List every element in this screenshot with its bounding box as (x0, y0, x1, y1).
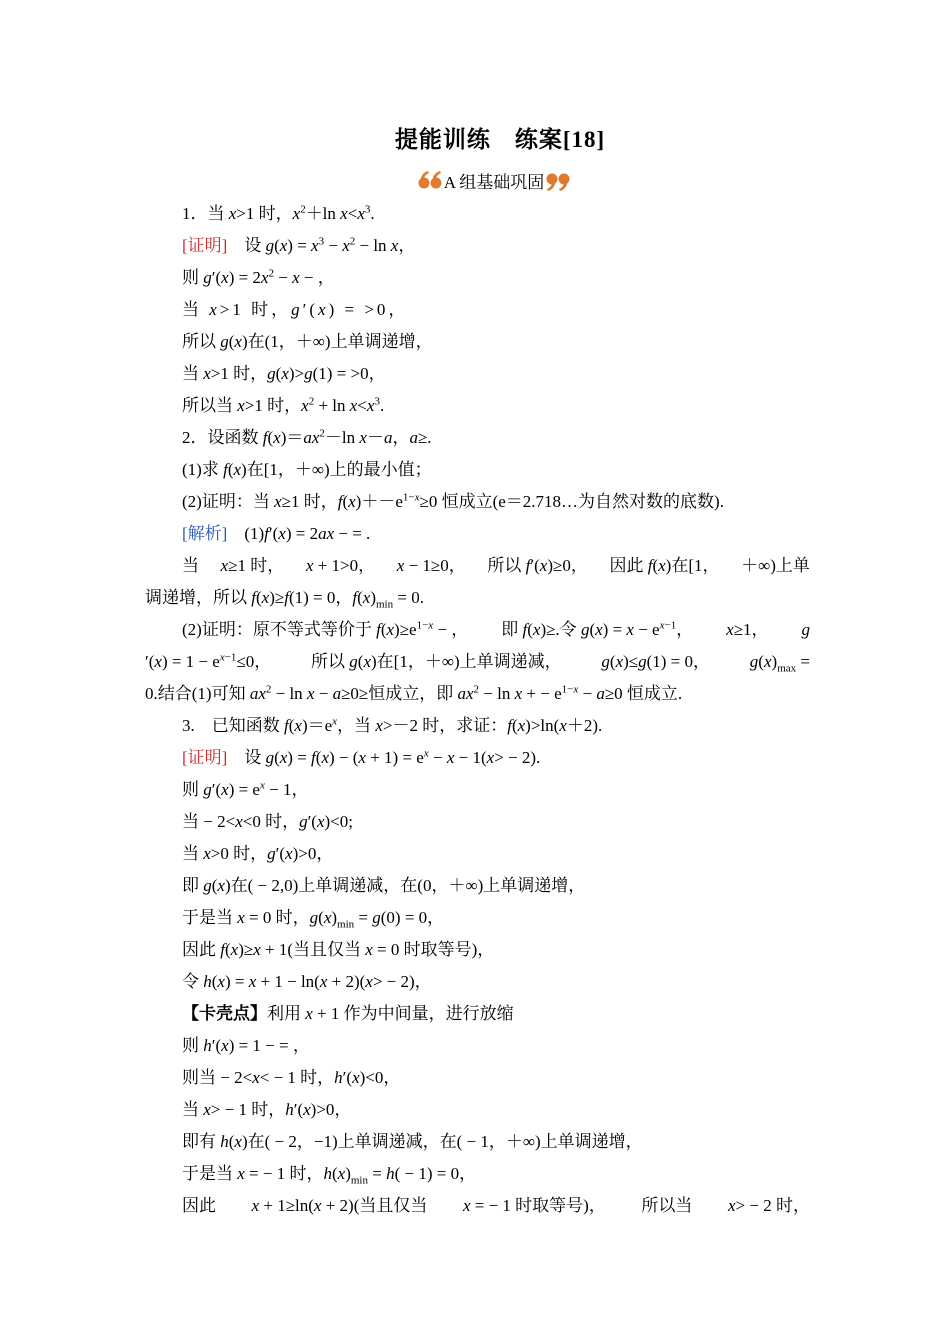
proof-3-line-3: 当 − 2<x<0 时，g′(x)<0; (182, 812, 353, 831)
stuck-point-note: 【卡壳点】利用 x + 1 作为中间量，进行放缩 (182, 1004, 514, 1023)
proof-3-line-11: 当 x> − 1 时，h′(x)>0， (182, 1100, 352, 1119)
solution-2-line-6: 0.结合(1)可知 $ax^2 - \ln x - a\ge 0\ge$恒成立，即 $ax^2 - \ln x$ + − $e^{1-x} - a\ge 0$ 恒成立. (145, 683, 683, 703)
solution-2-line-1: [解析] (1)f′(x) = 2ax − = . (182, 524, 371, 543)
proof-3-line-7: 因此 f(x)≥x + 1(当且仅当 x = 0 时取等号)， (182, 940, 495, 959)
proof-label: [证明] (182, 748, 228, 767)
proof-1-line-5: 当 x>1 时，g(x)>g(1) = >0， (182, 364, 386, 383)
open-quote-icon (418, 170, 444, 192)
proof-3-line-8: 令 h(x) = x + 1 − ln(x + 2)(x> − 2)， (182, 972, 432, 991)
proof-3-line-10: 则当 − 2<x< − 1 时，h′(x)<0， (182, 1068, 401, 1087)
close-quote-icon (544, 170, 570, 192)
section-heading (0, 168, 950, 193)
stuck-point-label: 【卡壳点】 (182, 1004, 267, 1023)
solution-2-line-2: 当 x≥1 时， x + 1>0， x − 1≥0， 所以 f′(x)≥0， 因此 f(x)在[1， ＋∞)上单 (182, 556, 810, 575)
proof-1-line-2: 则 $g'(x) = 2x^2 - x$ − ， (182, 267, 335, 287)
problem-2-part-2: (2)证明：当 x≥1 时，$f(x)+-e^{1-x}\ge 0$ 恒成立(e＝2.718…为自然对数的底数). (182, 491, 724, 511)
proof-3-line-4: 当 x>0 时，g′(x)>0， (182, 844, 334, 863)
section-title: A 组基础巩固 (443, 173, 545, 192)
proof-1-line-6: 所以当 x>1 时，$x^2 + \ln x<x^3$. (182, 395, 385, 415)
problem-3-statement: 3. 已知函数 $f(x)=e^x$，当 x>－2 时，求证：f(x)>ln(x＋2). (182, 715, 603, 735)
proof-1-line-4: 所以 g(x)在(1，＋∞)上单调递增， (182, 332, 433, 351)
page-title: 提能训练 练案[18] (394, 127, 606, 152)
problem-2-statement: 2．设函数 $f(x)=ax^2-\ln$ x－a，a≥. (182, 427, 432, 447)
analysis-label: [解析] (182, 524, 228, 543)
proof-1-line-1: [证明] 设 $g(x) = x^3 - x^2 - \ln x$， (182, 235, 416, 255)
proof-3-line-1: [证明] 设 $g(x) = f(x) - (x + 1) = e^x - x - 1(x> - 2)$. (182, 747, 541, 767)
proof-3-line-2: 则 $g'(x) = e^x - 1$， (182, 779, 309, 799)
solution-2-line-5: $'(x) = 1 - e^{x-1}\le 0$， 所以 g(x)在[1，＋∞)上单调递减， g(x)≤g(1) = 0， $g(x)_{max}$ = (145, 651, 810, 675)
problem-2-part-1: (1)求 f(x)在[1，＋∞)上的最小值； (182, 460, 432, 479)
proof-3-line-9: 则 h′(x) = 1 − = ， (182, 1036, 310, 1055)
proof-3-line-6: 于是当 x = 0 时，$g(x)_{min} = g(0) = 0$， (182, 908, 445, 931)
solution-2-line-4: (2)证明：原不等式等价于 $f(x)\ge e^{1-x}$ − ， 即 f(x)≥.令 $g(x) = x - e^{x-1}$， x≥1， g (182, 619, 810, 639)
solution-2-line-3: 调递增，所以 f(x)≥f(1) = 0，$f(x)_{min} = 0$. (145, 588, 424, 611)
proof-3-line-12: 即有 h(x)在( − 2，−1)上单调递减，在( − 1，＋∞)上单调递增， (182, 1132, 643, 1151)
proof-3-line-13: 于是当 x = − 1 时，$h(x)_{min} = h( - 1) = 0$， (182, 1164, 477, 1187)
proof-label: [证明] (182, 236, 228, 255)
proof-3-line-14: 因此 x + 1≥ln(x + 2)(当且仅当 x = − 1 时取等号)， 所以当 x> − 2 时， (182, 1196, 810, 1215)
problem-1-statement: 1．当 x>1 时，$x^2+\ln$ $x<x^3$. (182, 203, 375, 223)
proof-1-line-3: 当 x>1 时，g′(x) = >0， (182, 300, 409, 319)
proof-3-line-5: 即 g(x)在( − 2,0)上单调递减，在(0，＋∞)上单调递增， (182, 876, 586, 895)
